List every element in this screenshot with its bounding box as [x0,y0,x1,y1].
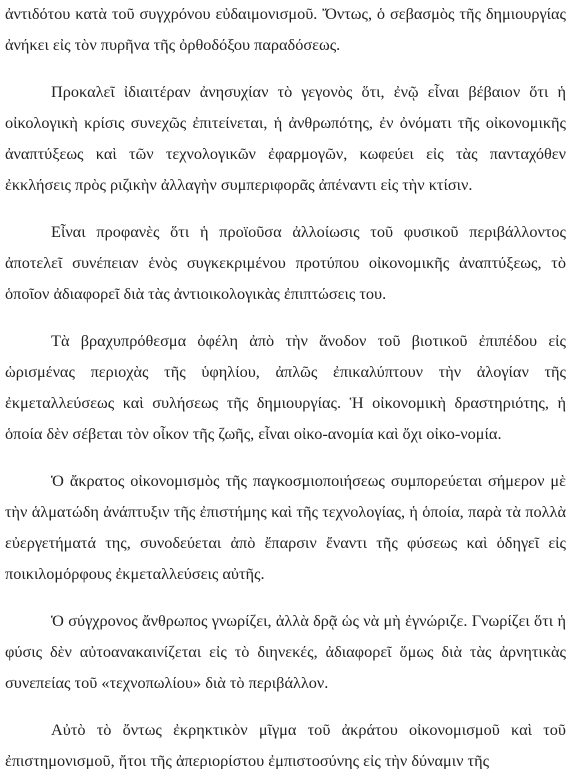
paragraph: Ὁ σύγχρονος ἄνθρωπος γνωρίζει, ἀλλὰ δρᾷ ὡς νὰ μὴ ἐγνώριζε. Γνωρίζει ὅτι ἡ φύσις δὲν αὐτοανακαινίζεται εἰς τὸ διηνεκές, ἀδιαφορεῖ ὅμως διὰ τὰς ἀρνητικὰς συνεπείας τοῦ «τεχνοπωλίου» διὰ τὸ περιβάλλον. [5,611,566,692]
paragraph: Ὁ ἄκρατος οἰκονομισμὸς τῆς παγκοσμιοποιήσεως συμπορεύεται σήμερον μὲ τὴν ἁλματώδη ἀνάπτυξιν τῆς ἐπιστήμης καὶ τῆς τεχνολογίας, ἡ ὁποία, παρὰ τὰ πολλὰ εὐεργετήματά της, συνοδεύεται ἀπὸ ἔπαρσιν ἔναντι τῆς φύσεως καὶ ὁδηγεῖ εἰς ποικιλομόρφους ἐκμεταλλεύσεις αὐτῆς. [5,471,566,583]
paragraph: Εἶναι προφανὲς ὅτι ἡ προϊοῦσα ἀλλοίωσις τοῦ φυσικοῦ περιβάλλοντος ἀποτελεῖ συνέπειαν ἑνὸς συγκεκριμένου προτύπου οἰκονομικῆς ἀναπτύξεως, τὸ ὁποῖον ἀδιαφορεῖ διὰ τὰς ἀντιοικολογικὰς ἐπιπτώσεις του. [5,222,566,303]
paragraph: Τὰ βραχυπρόθεσμα ὀφέλη ἀπὸ τὴν ἄνοδον τοῦ βιοτικοῦ ἐπιπέδου εἰς ὡρισμένας περιοχὰς τῆς ὑφηλίου, ἀπλῶς ἐπικαλύπτουν τὴν ἀλογίαν τῆς ἐκμεταλλεύσεως καὶ συλήσεως τῆς δημιουργίας. Ἡ οἰκονομικὴ δραστηριότης, ἡ ὁποία δὲν σέβεται τὸν οἶκον τῆς ζωῆς, εἶναι οἰκο-ανομία καὶ ὄχι οἰκο-νομία. [5,331,566,443]
paragraph-continued: ἀντιδότου κατὰ τοῦ συγχρόνου εὐδαιμονισμοῦ. Ὄντως, ὁ σεβασμὸς τῆς δημιουργίας ἀνήκει εἰς τὸν πυρῆνα τῆς ὀρθοδόξου παραδόσεως. [5,4,566,54]
paragraph: Αὐτὸ τὸ ὄντως ἐκρηκτικὸν μῖγμα τοῦ ἀκράτου οἰκονομισμοῦ καὶ τοῦ ἐπιστημονισμοῦ, ἤτοι τῆς ἀπεριορίστου ἐμπιστοσύνης εἰς τὴν δύναμιν τῆς [5,720,566,769]
paragraph: Προκαλεῖ ἰδιαιτέραν ἀνησυχίαν τὸ γεγονὸς ὅτι, ἐνῷ εἶναι βέβαιον ὅτι ἡ οἰκολογικὴ κρίσις συνεχῶς ἐπιτείνεται, ἡ ἀνθρωπότης, ἐν ὀνόματι τῆς οἰκονομικῆς ἀναπτύξεως καὶ τῶν τεχνολογικῶν ἐφαρμογῶν, κωφεύει εἰς τὰς πανταχόθεν ἐκκλήσεις πρὸς ριζικὴν ἀλλαγὴν συμπεριφορᾶς ἀπέναντι εἰς τὴν κτίσιν. [5,82,566,194]
